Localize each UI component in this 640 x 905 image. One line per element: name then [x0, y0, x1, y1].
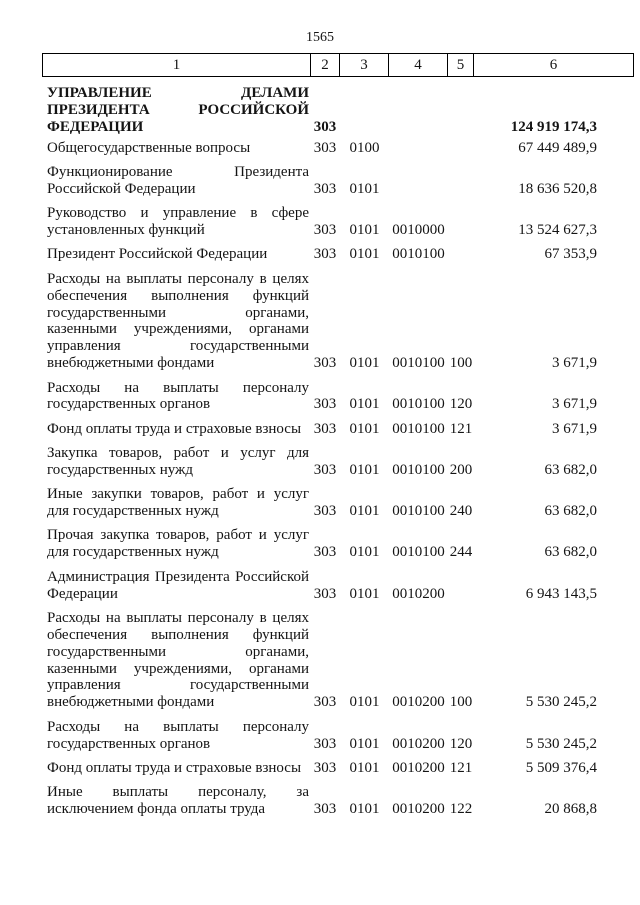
- expense-type-code: 122: [449, 801, 473, 818]
- row-name-line: государственными органами,: [47, 643, 309, 660]
- table-header-row: [42, 53, 634, 77]
- row-name-line: Администрация Президента Российской: [47, 568, 309, 585]
- target-article-code: 0010100: [392, 246, 445, 263]
- budget-row: [42, 527, 634, 561]
- section-code: 0101: [349, 222, 380, 239]
- row-name: [42, 271, 310, 372]
- row-name: [42, 719, 310, 753]
- ministry-code: 303: [313, 118, 337, 135]
- amount: 124 919 174,3: [510, 118, 597, 135]
- ministry-code: 303: [313, 180, 337, 197]
- row-name-line: исключением фонда оплаты труда: [47, 801, 266, 818]
- row-name-line: Президент Российской Федерации: [47, 246, 268, 263]
- row-name-line: для государственных нужд: [47, 544, 219, 561]
- ministry-code: 303: [313, 759, 337, 776]
- ministry-code: 303: [313, 396, 337, 413]
- section-code: 0101: [349, 246, 380, 263]
- amount: 5 530 245,2: [525, 735, 597, 752]
- amount: 5 530 245,2: [525, 694, 597, 711]
- section-code: 0101: [349, 801, 380, 818]
- ministry-code: 303: [313, 222, 337, 239]
- row-name: [42, 140, 310, 157]
- section-code: 0101: [349, 759, 380, 776]
- ministry-code: 303: [313, 461, 337, 478]
- expense-type-code: 200: [449, 461, 473, 478]
- budget-row: [42, 271, 634, 372]
- amount: 63 682,0: [544, 461, 597, 478]
- row-name-line: Функционирование Президента: [47, 164, 309, 181]
- ministry-code: 303: [313, 544, 337, 561]
- budget-row: [42, 85, 634, 136]
- column-header-4: 4: [389, 54, 448, 76]
- row-name-line: Иные выплаты персоналу, за: [47, 784, 309, 801]
- row-name: [42, 610, 310, 711]
- expense-type-code: 240: [449, 503, 473, 520]
- row-name: [42, 164, 310, 198]
- row-name-line: Иные закупки товаров, работ и услуг: [47, 486, 309, 503]
- row-name: [42, 784, 310, 818]
- budget-row: [42, 164, 634, 198]
- budget-row: [42, 486, 634, 520]
- budget-row: [42, 421, 634, 438]
- row-name: [42, 421, 310, 438]
- target-article-code: 0010100: [392, 461, 445, 478]
- ministry-code: 303: [313, 246, 337, 263]
- expense-type-code: 100: [449, 355, 473, 372]
- ministry-code: 303: [313, 503, 337, 520]
- section-code: 0100: [349, 139, 380, 156]
- section-code: 0101: [349, 420, 380, 437]
- section-code: 0101: [349, 355, 380, 372]
- row-name-line: обеспечения выполнения функций: [47, 287, 309, 304]
- target-article-code: 0010200: [392, 759, 445, 776]
- target-article-code: 0010100: [392, 420, 445, 437]
- row-name: [42, 380, 310, 414]
- amount: 63 682,0: [544, 544, 597, 561]
- ministry-code: 303: [313, 735, 337, 752]
- row-name: [42, 486, 310, 520]
- section-code: 0101: [349, 694, 380, 711]
- section-code: 0101: [349, 503, 380, 520]
- row-name-line: Расходы на выплаты персоналу в целях: [47, 609, 309, 626]
- row-name-line: ФЕДЕРАЦИИ: [47, 118, 144, 135]
- expense-type-code: 120: [449, 735, 473, 752]
- row-name-line: Российской Федерации: [47, 180, 196, 197]
- row-name: [42, 246, 310, 263]
- column-header-2: 2: [311, 54, 340, 76]
- budget-table-body: [42, 85, 634, 818]
- budget-row: [42, 205, 634, 239]
- row-name-line: Расходы на выплаты персоналу: [47, 718, 309, 735]
- budget-row: [42, 719, 634, 753]
- target-article-code: 0010100: [392, 355, 445, 372]
- row-name-line: ПРЕЗИДЕНТА РОССИЙСКОЙ: [47, 101, 309, 118]
- amount: 3 671,9: [552, 396, 597, 413]
- amount: 18 636 520,8: [518, 180, 597, 197]
- ministry-code: 303: [313, 694, 337, 711]
- budget-row: [42, 445, 634, 479]
- row-name-line: внебюджетными фондами: [47, 694, 215, 711]
- amount: 3 671,9: [552, 420, 597, 437]
- row-name: [42, 445, 310, 479]
- budget-row: [42, 246, 634, 263]
- section-code: 0101: [349, 461, 380, 478]
- row-name-line: Прочая закупка товаров, работ и услуг: [47, 527, 309, 544]
- column-header-5: 5: [448, 54, 474, 76]
- page-number: 1565: [306, 30, 334, 45]
- ministry-code: 303: [313, 585, 337, 602]
- target-article-code: 0010100: [392, 503, 445, 520]
- amount: 67 449 489,9: [518, 139, 597, 156]
- row-name-line: казенными учреждениями, органами: [47, 660, 309, 677]
- section-code: 0101: [349, 544, 380, 561]
- row-name-line: установленных функций: [47, 222, 205, 239]
- row-name-line: Расходы на выплаты персоналу в целях: [47, 270, 309, 287]
- row-name-line: Фонд оплаты труда и страховые взносы: [47, 420, 302, 437]
- target-article-code: 0010200: [392, 585, 445, 602]
- section-code: 0101: [349, 180, 380, 197]
- row-name-line: Расходы на выплаты персоналу: [47, 379, 309, 396]
- expense-type-code: 120: [449, 396, 473, 413]
- budget-row: [42, 140, 634, 157]
- budget-row: [42, 760, 634, 777]
- row-name-line: Фонд оплаты труда и страховые взносы: [47, 759, 302, 776]
- section-code: 0101: [349, 585, 380, 602]
- row-name-line: государственных нужд: [47, 461, 194, 478]
- row-name: [42, 527, 310, 561]
- row-name-line: государственных органов: [47, 735, 211, 752]
- ministry-code: 303: [313, 355, 337, 372]
- target-article-code: 0010200: [392, 735, 445, 752]
- budget-row: [42, 784, 634, 818]
- amount: 6 943 143,5: [525, 585, 597, 602]
- ministry-code: 303: [313, 420, 337, 437]
- column-header-3: 3: [340, 54, 389, 76]
- row-name-line: управления государственными: [47, 338, 309, 355]
- row-name-line: государственными органами,: [47, 304, 309, 321]
- budget-row: [42, 569, 634, 603]
- expense-type-code: 121: [449, 420, 473, 437]
- row-name-line: Федерации: [47, 585, 118, 602]
- row-name-line: Закупка товаров, работ и услуг для: [47, 445, 309, 462]
- row-name-line: управления государственными: [47, 677, 309, 694]
- row-name-line: УПРАВЛЕНИЕ ДЕЛАМИ: [47, 85, 309, 101]
- row-name-line: обеспечения выполнения функций: [47, 626, 309, 643]
- target-article-code: 0010200: [392, 801, 445, 818]
- target-article-code: 0010100: [392, 396, 445, 413]
- ministry-code: 303: [313, 139, 337, 156]
- expense-type-code: 244: [449, 544, 473, 561]
- budget-row: [42, 610, 634, 711]
- amount: 13 524 627,3: [518, 222, 597, 239]
- budget-row: [42, 380, 634, 414]
- column-header-6: 6: [549, 57, 558, 73]
- section-code: 0101: [349, 396, 380, 413]
- amount: 63 682,0: [544, 503, 597, 520]
- ministry-code: 303: [313, 801, 337, 818]
- target-article-code: 0010200: [392, 694, 445, 711]
- row-name: [42, 85, 310, 136]
- amount: 67 353,9: [544, 246, 597, 263]
- row-name: [42, 205, 310, 239]
- expense-type-code: 121: [449, 759, 473, 776]
- row-name-line: казенными учреждениями, органами: [47, 321, 309, 338]
- amount: 5 509 376,4: [525, 759, 597, 776]
- expense-type-code: 100: [449, 694, 473, 711]
- amount: 20 868,8: [544, 801, 597, 818]
- row-name-line: государственных органов: [47, 396, 211, 413]
- section-code: 0101: [349, 735, 380, 752]
- target-article-code: 0010100: [392, 544, 445, 561]
- row-name: [42, 569, 310, 603]
- row-name: [42, 760, 310, 777]
- row-name-line: внебюджетными фондами: [47, 355, 215, 372]
- amount: 3 671,9: [552, 355, 597, 372]
- target-article-code: 0010000: [392, 222, 445, 239]
- column-header-1: 1: [43, 54, 311, 76]
- row-name-line: Руководство и управление в сфере: [47, 205, 309, 222]
- row-name-line: Общегосударственные вопросы: [47, 139, 251, 156]
- row-name-line: для государственных нужд: [47, 503, 219, 520]
